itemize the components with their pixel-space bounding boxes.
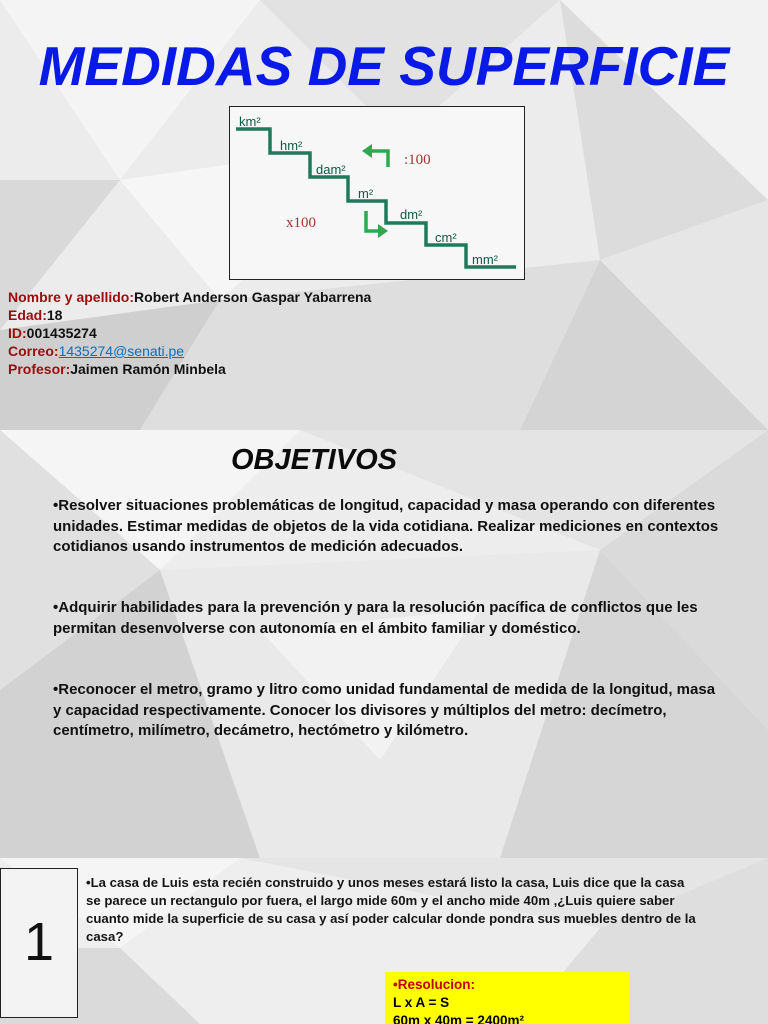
age-label: Edad: <box>8 307 47 323</box>
slide-title <box>0 0 768 430</box>
objective-paragraph: •Adquirir habilidades para la prevención y para la resolución pacífica de conflictos que les permitan desenvolverse con autonomía en el ámbito familiar y doméstico. <box>53 599 698 637</box>
poly-background <box>0 430 768 858</box>
info-id-row <box>8 324 371 342</box>
info-email-row <box>8 342 371 360</box>
staircase-diagram <box>229 106 525 280</box>
email-label: Correo: <box>8 343 59 359</box>
info-teacher-row <box>8 360 371 378</box>
multiply-label: x100 <box>286 215 316 231</box>
id-value: 001435274 <box>26 325 97 341</box>
unit-dm2: dm² <box>400 207 423 222</box>
name-label: Nombre y apellido: <box>8 289 135 305</box>
info-name-row <box>8 288 371 306</box>
objectives-title: OBJETIVOS <box>231 444 397 476</box>
name-value: Robert Anderson Gaspar Yabarrena <box>134 289 372 305</box>
teacher-value: Jaimen Ramón Minbela <box>70 361 226 377</box>
unit-mm2: mm² <box>472 252 498 267</box>
resolution-calculation: 60m x 40m = 2400m² <box>393 1013 524 1024</box>
info-age-row <box>8 306 371 324</box>
slide-objectives <box>0 430 768 858</box>
id-label: ID: <box>8 325 27 341</box>
divide-arrow-icon <box>370 151 388 167</box>
page-title: MEDIDAS DE SUPERFICIE <box>38 35 730 97</box>
objective-paragraph: •Reconocer el metro, gramo y litro como unidad fundamental de medida de la longitud, masa y capacidad respectivamente. Conocer los divisores y múltiplos del metro: decímetro, centímetro, milímetro, decámetro, hectómetro y kilómetro. <box>53 681 716 739</box>
divide-label: :100 <box>404 152 431 168</box>
problem-statement: •La casa de Luis esta recién construido y unos meses estará listo la casa, Luis dice que la casa se parece un rectangulo por fuera, el largo mide 60m y el ancho mide 40m ,¿Luis quiere saber cuanto mide la superficie de su casa y así poder calcular donde pondra sus muebles dentro de la casa? <box>86 875 696 944</box>
unit-cm2: cm² <box>435 230 457 245</box>
resolution-title: •Resolucion: <box>393 977 475 992</box>
age-value: 18 <box>46 307 63 323</box>
multiply-arrow-icon <box>366 211 380 231</box>
slide-problem <box>0 858 768 1024</box>
resolution-formula: L x A = S <box>393 995 450 1010</box>
unit-dam2: dam² <box>316 162 346 177</box>
student-info <box>8 288 371 378</box>
unit-m2: m² <box>358 186 374 201</box>
staircase-svg <box>230 107 524 279</box>
unit-hm2: hm² <box>280 138 303 153</box>
email-link[interactable]: 1435274@senati.pe <box>58 343 185 359</box>
unit-km2: km² <box>239 114 261 129</box>
problem-number: 1 <box>0 868 78 1018</box>
objective-paragraph: •Resolver situaciones problemáticas de longitud, capacidad y masa operando con diferentes unidades. Estimar medidas de objetos de la vida cotidiana. Realizar mediciones en contextos cotidianos usando instrumentos de medición adecuados. <box>53 497 719 555</box>
resolution-box <box>385 972 630 1024</box>
teacher-label: Profesor: <box>8 361 71 377</box>
